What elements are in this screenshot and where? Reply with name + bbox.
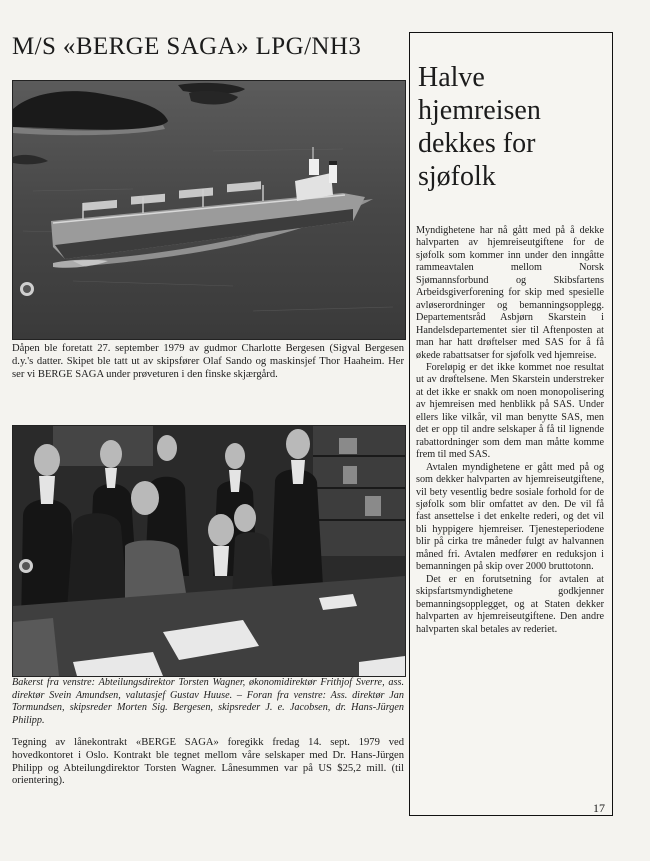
sidebar-paragraph: Avtalen myndighetene er gått med på og som dekker halvparten av hjemreiseutgiftene, vil bety vesentlig bedre sosiale forhold for de sjøfolk som blir omfattet av den. De vil få fast ansettelse i det enkelte rederi, og det vil bli hyppigere hjemreiser. Tjenesteperiodene blir på cirka tre måneder fulgt av halvannen måned fri. Avtalen medfører en reduksjon i bemanningen på skip over 2000 bruttotonn. — [416, 461, 604, 573]
ship-photo-caption: Dåpen ble foretatt 27. september 1979 av gudmor Charlotte Bergesen (Sigval Bergesen d.y.'s datter. Skipet ble tatt ut av skipsfører Olaf Sando og maskinsjef Thor Haaheim. Her ser vi BERGE SAGA under prøveturen i den finske skjærgård. — [12, 343, 404, 380]
page-headline: M/S «BERGE SAGA» LPG/NH3 — [12, 33, 362, 60]
sidebar-body — [416, 225, 604, 636]
sidebar-article — [409, 32, 613, 816]
page-number: 17 — [593, 801, 605, 815]
sidebar-paragraph: Det er en forutsetning for avtalen at skipsfartsmyndighetene godkjenner bemanningsopplegget, og at Staten dekker halvparten av hjemreiseutgiftene. Den andre halvparten skal betales av rederiet. — [416, 573, 604, 635]
signing-photo-caption: Tegning av lånekontrakt «BERGE SAGA» foregikk fredag 14. sept. 1979 ved hovedkontoret i Oslo. Kontrakt ble tegnet mellom våre selskaper med Dr. Hans-Jürgen Philipp og Abteilungdirektor Torsten Wagner. Lånesummen var på US $25,2 mill. (til orientering). — [12, 737, 404, 787]
sidebar-title: Halve hjemreisen dekkes for sjøfolk — [418, 62, 541, 192]
signing-photo-people-caption: Bakerst fra venstre: Abteilungsdirektor Torsten Wagner, økonomidirektør Frithjof Sverre, ass. direktør Svein Amundsen, valutasjef Gustav Huuse. – Foran fra venstre: Ass. direktør Jan Tormundsen, skipsreder Morten Sig. Bergesen, skipsreder J. e. Jacobsen, dr. Hans-Jürgen Philipp. — [12, 677, 404, 726]
sidebar-paragraph: Foreløpig er det ikke kommet noe resultat ut av drøftelsene. Men Skarstein understreker at det ikke er snakk om noen monopolisering av hjemreisen med henblikk på SAS. Under ellers like vilkår, vil man benytte SAS, men det er opp til andre selskaper å få til lignende rabattordninger som dem man måtte komme frem til med SAS. — [416, 361, 604, 461]
signing-photo — [12, 425, 406, 677]
sidebar-paragraph: Myndighetene har nå gått med på å dekke halvparten av hjemreiseutgiftene for de sjøfolk som kommer inn under den inngåtte rammeavtalen mellom Norsk Sjømannsforbund og Skibsfartens Arbeidsgiverforening for skip med spesielle avløserordninger og bemanningsopplegg. Departementsråd Asbjørn Skarstein i Handelsdepartementet sier til Aftenposten at man har hatt drøftelser med SAS for å få økede rabattsatser for sjøfolk ved hjemreise. — [416, 225, 604, 361]
ship-photo — [12, 80, 406, 340]
